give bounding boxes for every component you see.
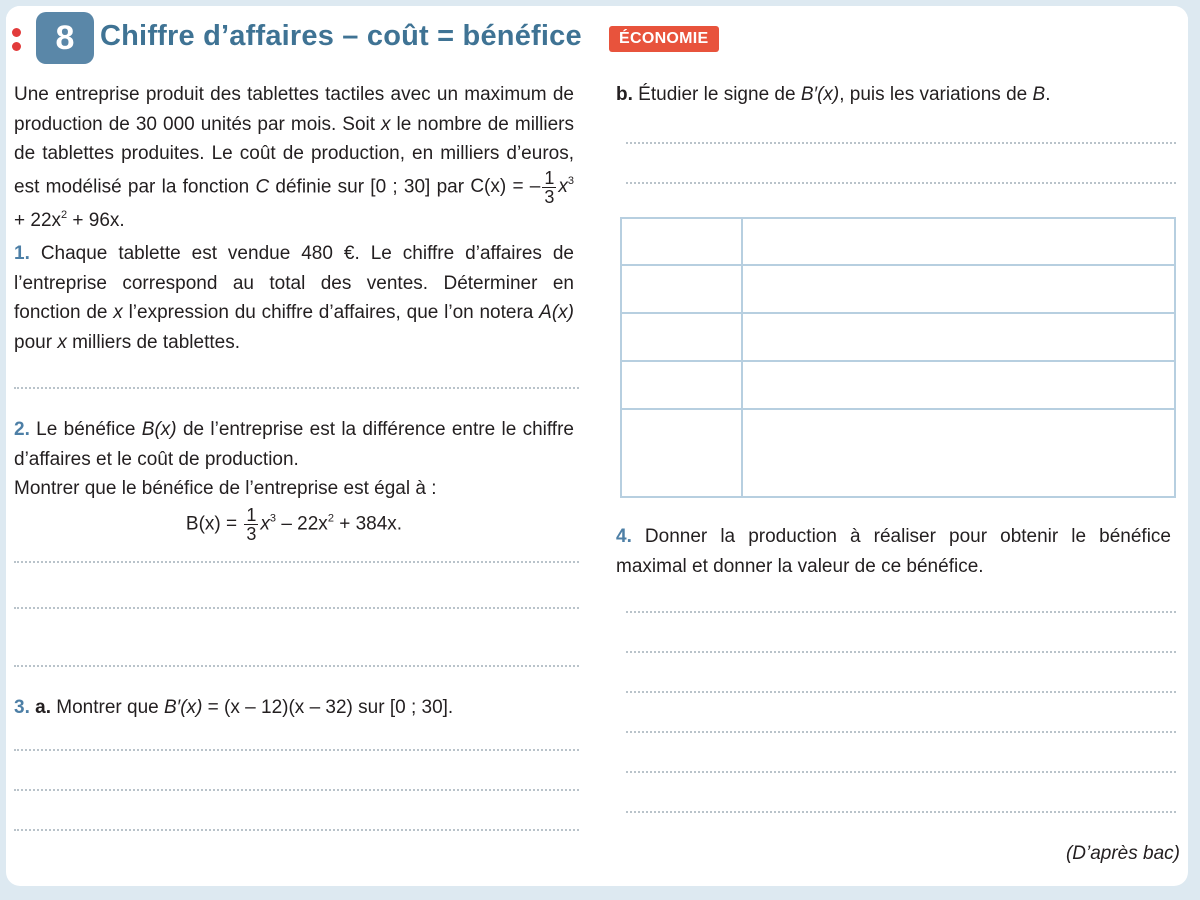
answer-line[interactable] xyxy=(14,829,579,831)
header-band xyxy=(6,6,1188,64)
answer-line[interactable] xyxy=(626,142,1176,144)
table-cell[interactable] xyxy=(621,218,742,265)
fraction: $\frac{1}{3}$ xyxy=(544,167,555,207)
answer-line[interactable] xyxy=(14,387,579,389)
table-cell[interactable] xyxy=(742,265,1175,313)
question-4-block xyxy=(616,522,1171,813)
right-column xyxy=(616,80,1171,184)
answer-line[interactable] xyxy=(626,811,1176,813)
answer-line[interactable] xyxy=(626,611,1176,613)
answer-line[interactable] xyxy=(626,651,1176,653)
exercise-number-badge: 8 xyxy=(36,12,94,64)
intro-paragraph: Une entreprise produit des tablettes tactiles avec un maximum de production de 30 000 unités par mois. Soit x le nombre de milliers de tablettes produites. Le coût de production, en milliers d’euros, est modélisé par la fonction C définie sur [0 ; 30] par C(x) = – $\frac{1}{3}$ $x^3 + 22x^2 + 96x$. xyxy=(14,84,574,231)
variation-table[interactable] xyxy=(620,217,1176,498)
answer-line[interactable] xyxy=(14,561,579,563)
answer-line[interactable] xyxy=(14,749,579,751)
answer-line[interactable] xyxy=(14,789,579,791)
table-cell[interactable] xyxy=(621,409,742,497)
profit-formula: B(x) = $\frac{1}{3}$ $x^3 - 22x^2 + 384x$. xyxy=(185,504,403,544)
answer-line[interactable] xyxy=(14,607,579,609)
question-4: 4. Donner la production à réaliser pour obtenir le bénéfice maximal et donner la valeur de ce bénéfice. xyxy=(616,526,1171,577)
subject-tag: ÉCONOMIE xyxy=(609,26,719,52)
table-cell[interactable] xyxy=(742,218,1175,265)
cost-formula: C(x) = – $\frac{1}{3}$ $x^3 + 22x^2 + 96x$. xyxy=(14,167,574,231)
exercise-title: Chiffre d’affaires – coût = bénéfice xyxy=(100,20,582,52)
table-cell[interactable] xyxy=(621,361,742,409)
table-cell[interactable] xyxy=(742,361,1175,409)
question-2-instruction: Montrer que le bénéfice de l’entreprise est égal à : xyxy=(14,478,437,499)
fraction: $\frac{1}{3}$ xyxy=(246,504,257,544)
table-cell[interactable] xyxy=(742,409,1175,497)
answer-line[interactable] xyxy=(14,665,579,667)
table-cell[interactable] xyxy=(621,265,742,313)
answer-line[interactable] xyxy=(626,691,1176,693)
source-note: (D’après bac) xyxy=(1065,843,1180,864)
table-cell[interactable] xyxy=(621,313,742,361)
answer-line[interactable] xyxy=(626,731,1176,733)
question-3b: b. Étudier le signe de B′(x), puis les variations de B. xyxy=(616,84,1051,105)
question-1: 1. Chaque tablette est vendue 480 €. Le chiffre d’affaires de l’entreprise correspond au total des ventes. Déterminer en fonction de x l’expression du chiffre d’affaires, que l’on notera A(x) pour x milliers de tablettes. xyxy=(14,243,574,353)
answer-line[interactable] xyxy=(626,771,1176,773)
question-3a: 3. a. Montrer que B′(x) = (x – 12)(x – 32) sur [0 ; 30]. xyxy=(14,696,454,718)
left-column xyxy=(14,80,574,831)
answer-line[interactable] xyxy=(626,182,1176,184)
marker-dots-icon xyxy=(10,28,24,62)
table-cell[interactable] xyxy=(742,313,1175,361)
question-2: 2. Le bénéfice B(x) de l’entreprise est la différence entre le chiffre d’affaires et le coût de production. xyxy=(14,419,574,470)
